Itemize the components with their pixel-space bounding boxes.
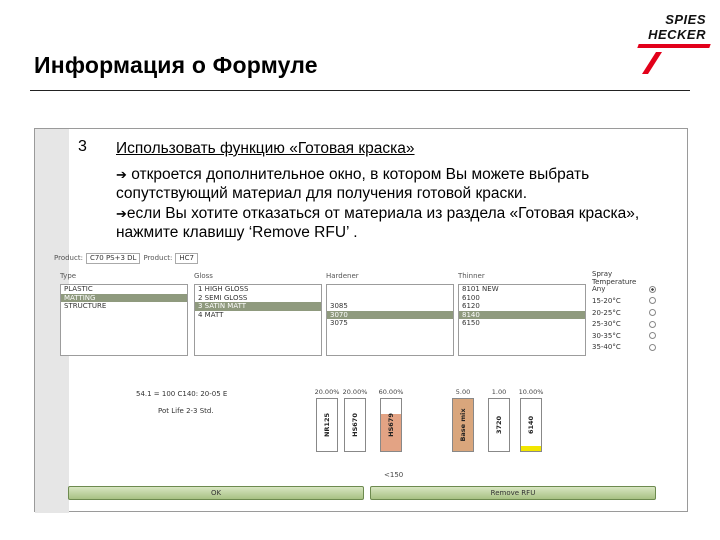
gloss-option[interactable]: 3 SATIN MATT [195, 302, 321, 311]
bar-name: 6140 [527, 415, 535, 435]
spray-option-label: 20-25°C [592, 308, 621, 317]
logo-red-bar [637, 44, 710, 48]
thinner-label: Thinner [458, 272, 485, 280]
formula-info [136, 390, 246, 415]
hardener-option[interactable] [327, 294, 453, 303]
spray-options [592, 284, 660, 354]
gloss-option[interactable]: 2 SEMI GLOSS [198, 293, 248, 302]
thinner-option[interactable]: 6120 [462, 302, 480, 310]
spray-option[interactable] [592, 318, 660, 330]
gloss-option[interactable]: 4 MATT [198, 310, 224, 319]
bar-name: 3720 [495, 415, 503, 435]
brand-logo [630, 10, 714, 72]
spray-option-label: 30-35°C [592, 331, 621, 340]
spray-label: Spray Temperature [592, 269, 637, 286]
ok-button-label: OK [210, 489, 222, 497]
thinner-option[interactable]: 6150 [462, 319, 480, 327]
spray-option-label: 25-30°C [592, 320, 621, 329]
bar-6140 [520, 398, 542, 452]
arrow-right-icon: ➔ [116, 205, 127, 221]
gloss-option[interactable]: 1 HIGH GLOSS [198, 285, 249, 293]
hardener-option[interactable] [327, 285, 453, 294]
title-divider [30, 90, 690, 91]
bar-hs670 [344, 398, 366, 452]
product-row [54, 252, 198, 264]
arrow-right-icon: ➔ [116, 166, 127, 182]
remove-rfu-button-label: Remove RFU [490, 489, 536, 497]
bullet-1 [116, 165, 696, 204]
spray-temperature [592, 269, 660, 353]
type-label: Type [60, 272, 77, 280]
hardener-option[interactable]: 3075 [330, 319, 348, 327]
type-list[interactable] [60, 284, 188, 356]
rfu-window [54, 250, 656, 504]
bullet-2-text: если Вы хотите отказаться от материала из раздела «Готовая краска», нажмите клавишу ‘Remove RFU’ . [116, 204, 640, 241]
bar-percent: 5.00 [455, 388, 471, 396]
step-number: 3 [78, 138, 87, 155]
hardener-option[interactable]: 3085 [330, 302, 348, 310]
type-option[interactable]: STRUCTURE [64, 302, 107, 310]
spray-option[interactable] [592, 295, 660, 307]
gloss-label: Gloss [194, 272, 213, 280]
logo-text-line1: SPIES [665, 12, 706, 27]
type-option[interactable]: PLASTIC [64, 285, 93, 293]
gloss-list[interactable] [194, 284, 322, 356]
bar-name: Base mix [459, 408, 467, 442]
product-field[interactable]: C70 PS+3 DL [86, 253, 141, 264]
thinner-list[interactable] [458, 284, 586, 356]
step-instruction: Использовать функцию «Готовая краска» [116, 140, 415, 157]
bar-percent: 60.00% [378, 388, 404, 396]
bullet-2 [116, 204, 696, 243]
bullet-1-text: откроется дополнительное окно, в котором Вы можете выбрать сопутствующий материал для получения готовой краски. [116, 165, 590, 202]
formula-line: 54.1 = 100 C140: 20-05 E [136, 390, 228, 398]
total-label: <150 [384, 471, 404, 479]
thinner-option[interactable]: 8140 [459, 311, 585, 320]
spray-option[interactable] [592, 307, 660, 319]
spray-option-label: 35-40°C [592, 343, 621, 352]
radio-button[interactable] [649, 321, 656, 328]
bar-nr125 [316, 398, 338, 452]
thinner-option[interactable]: 6100 [462, 293, 480, 302]
hardener-label: Hardener [326, 272, 359, 280]
pot-life: Pot Life 2-3 Std. [158, 407, 214, 415]
logo-text-line2: HECKER [648, 27, 706, 42]
spray-option[interactable] [592, 342, 660, 354]
thinner-option[interactable]: 8101 NEW [462, 285, 499, 293]
hardener-list[interactable] [326, 284, 454, 356]
bar-hs679 [380, 398, 402, 452]
radio-button[interactable] [649, 344, 656, 351]
bar-name: HS679 [387, 413, 395, 437]
remove-rfu-button[interactable] [370, 486, 656, 500]
step-text [116, 139, 696, 243]
radio-button[interactable] [649, 297, 656, 304]
bar-percent: 20.00% [314, 388, 340, 396]
bar-percent: 20.00% [342, 388, 368, 396]
bar-3720 [488, 398, 510, 452]
spray-option-label: Any [592, 285, 606, 294]
code-field[interactable]: HC7 [175, 253, 198, 264]
logo-slash-icon [636, 52, 662, 74]
bar-name: HS670 [351, 413, 359, 437]
radio-button[interactable] [649, 332, 656, 339]
bar-base-mix [452, 398, 474, 452]
radio-button[interactable] [649, 286, 656, 293]
spray-option[interactable] [592, 330, 660, 342]
type-option[interactable]: MATTING [61, 294, 187, 303]
code-label: Product: [143, 254, 173, 262]
bar-fill [521, 446, 541, 451]
spray-option-label: 15-20°C [592, 296, 621, 305]
radio-button[interactable] [649, 309, 656, 316]
hardener-option[interactable]: 3070 [327, 311, 453, 320]
bar-percent: 10.00% [518, 388, 544, 396]
bar-name: NR125 [323, 412, 331, 438]
slide-title: Информация о Формуле [34, 52, 318, 78]
bar-percent: 1.00 [491, 388, 507, 396]
ok-button[interactable] [68, 486, 364, 500]
product-label: Product: [54, 254, 83, 262]
